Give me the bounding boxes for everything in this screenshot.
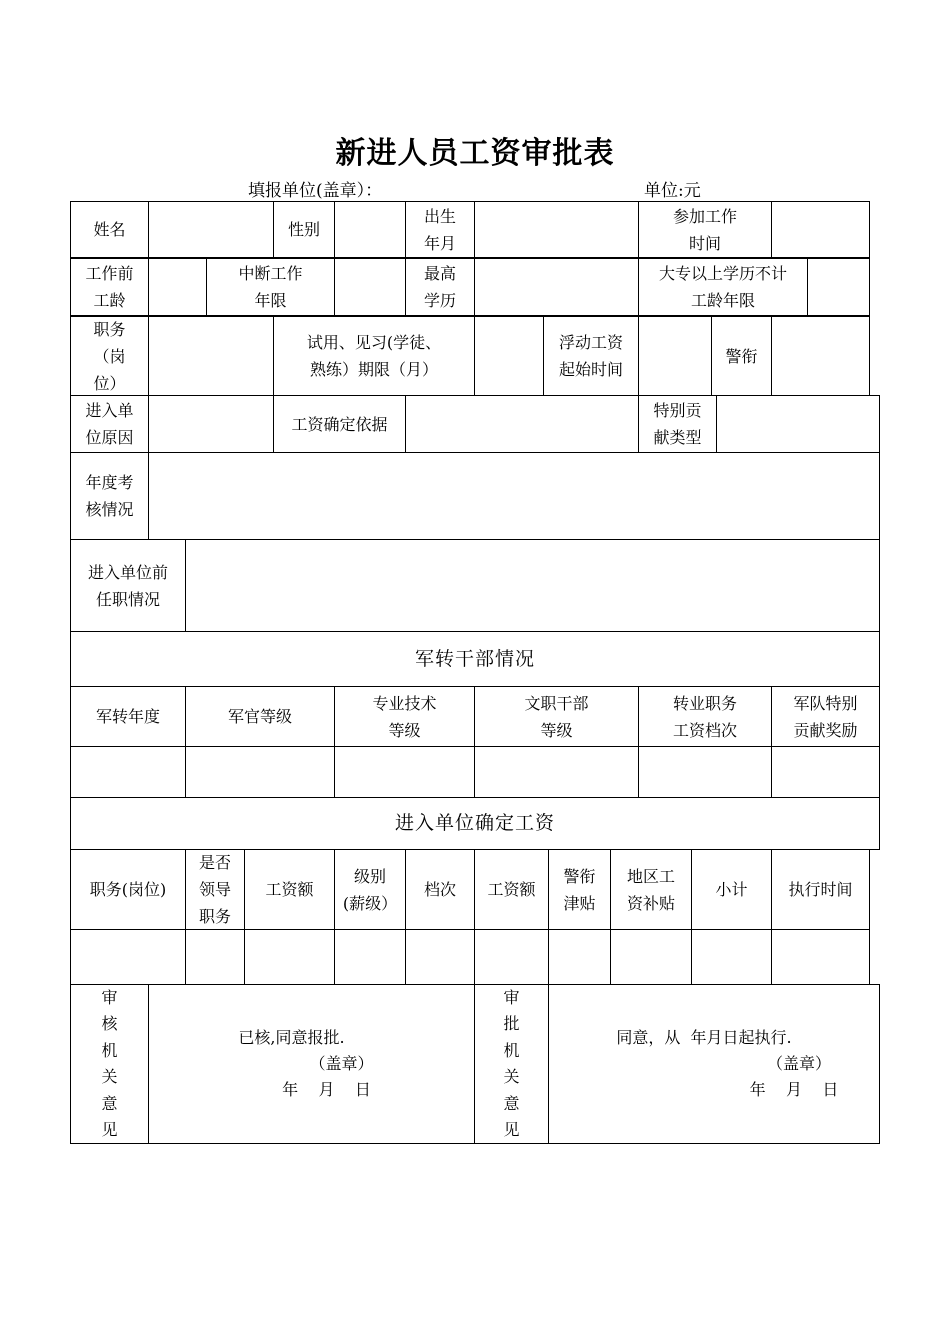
approve-opinion-text: 同意，从 年月日起执行.	[616, 1028, 792, 1047]
approve-label: 审 批 机 关 意 见	[474, 984, 549, 1144]
military-header-tech-grade: 专业技术 等级	[334, 686, 475, 747]
approve-seal: （盖章）	[766, 1054, 831, 1073]
highest-edu-label: 最高 学历	[405, 258, 475, 316]
salary-basis-field[interactable]	[405, 395, 639, 453]
interrupt-field[interactable]	[334, 258, 406, 316]
salary-header-subtotal: 小计	[691, 849, 772, 930]
birth-field[interactable]	[474, 201, 639, 258]
gender-label: 性别	[273, 201, 335, 258]
police-rank-field[interactable]	[771, 316, 870, 396]
probation-label: 试用、见习(学徒、 熟练）期限（月）	[273, 316, 475, 396]
salary-amount-1-field[interactable]	[244, 929, 335, 985]
salary-subtotal-field[interactable]	[691, 929, 772, 985]
salary-level-field[interactable]	[334, 929, 406, 985]
salary-region-allowance-field[interactable]	[610, 929, 692, 985]
military-year-field[interactable]	[70, 746, 186, 798]
salary-basis-label: 工资确定依据	[273, 395, 406, 453]
salary-leader-field[interactable]	[185, 929, 245, 985]
probation-field[interactable]	[474, 316, 544, 396]
salary-exec-time-field[interactable]	[771, 929, 870, 985]
military-award-field[interactable]	[771, 746, 880, 798]
float-start-field[interactable]	[638, 316, 712, 396]
salary-header-amount-2: 工资额	[474, 849, 549, 930]
highest-edu-field[interactable]	[474, 258, 639, 316]
salary-section-heading: 进入单位确定工资	[70, 797, 880, 850]
special-contrib-label: 特别贡 献类型	[638, 395, 717, 453]
review-opinion-box[interactable]	[148, 984, 475, 1144]
float-start-label: 浮动工资 起始时间	[543, 316, 639, 396]
military-header-civil-grade: 文职干部 等级	[474, 686, 639, 747]
salary-police-allowance-field[interactable]	[548, 929, 611, 985]
military-officer-grade-field[interactable]	[185, 746, 335, 798]
review-opinion-text: 已核,同意报批.	[238, 1028, 345, 1047]
entry-reason-field[interactable]	[148, 395, 274, 453]
join-work-label: 参加工作 时间	[638, 201, 772, 258]
salary-header-leader: 是否 领导 职务	[185, 849, 245, 930]
approve-opinion-box[interactable]	[548, 984, 880, 1144]
salary-header-exec-time: 执行时间	[771, 849, 870, 930]
college-note-label: 大专以上学历不计 工龄年限	[638, 258, 808, 316]
prior-positions-field[interactable]	[185, 539, 880, 632]
name-label: 姓名	[70, 201, 149, 258]
unit-label: 单位:元	[644, 181, 701, 201]
college-note-field[interactable]	[807, 258, 870, 316]
military-header-award: 军队特别 贡献奖励	[771, 686, 880, 747]
salary-position-field[interactable]	[70, 929, 186, 985]
form-title: 新进人员工资审批表	[335, 136, 615, 171]
salary-header-level: 级别 (薪级）	[334, 849, 406, 930]
annual-review-label: 年度考 核情况	[70, 452, 149, 540]
salary-amount-2-field[interactable]	[474, 929, 549, 985]
special-contrib-field[interactable]	[716, 395, 880, 453]
military-header-year: 军转年度	[70, 686, 186, 747]
annual-review-field[interactable]	[148, 452, 880, 540]
military-transfer-tier-field[interactable]	[638, 746, 772, 798]
police-rank-label: 警衔	[711, 316, 772, 396]
military-section-heading: 军转干部情况	[70, 631, 880, 687]
join-work-field[interactable]	[771, 201, 870, 258]
review-date: 年 月 日	[282, 1080, 371, 1099]
salary-grade-field[interactable]	[405, 929, 475, 985]
military-header-transfer-tier: 转业职务 工资档次	[638, 686, 772, 747]
prior-positions-label: 进入单位前 任职情况	[70, 539, 186, 632]
review-label: 审 核 机 关 意 见	[70, 984, 149, 1144]
salary-header-grade: 档次	[405, 849, 475, 930]
gender-field[interactable]	[334, 201, 406, 258]
entry-reason-label: 进入单 位原因	[70, 395, 149, 453]
prior-years-field[interactable]	[148, 258, 207, 316]
fill-unit-label: 填报单位(盖章）：	[248, 181, 383, 201]
military-header-officer-grade: 军官等级	[185, 686, 335, 747]
military-tech-grade-field[interactable]	[334, 746, 475, 798]
approve-date: 年 月 日	[749, 1080, 839, 1099]
position-field[interactable]	[148, 316, 274, 396]
salary-header-amount-1: 工资额	[244, 849, 335, 930]
military-civil-grade-field[interactable]	[474, 746, 639, 798]
salary-header-position: 职务(岗位)	[70, 849, 186, 930]
position-label: 职务 （岗 位）	[70, 316, 149, 396]
prior-years-label: 工作前 工龄	[70, 258, 149, 316]
name-field[interactable]	[148, 201, 274, 258]
salary-header-region-allowance: 地区工 资补贴	[610, 849, 692, 930]
review-seal: （盖章）	[309, 1054, 374, 1073]
salary-header-police-allowance: 警衔 津贴	[548, 849, 611, 930]
interrupt-label: 中断工作 年限	[206, 258, 335, 316]
birth-label: 出生 年月	[405, 201, 475, 258]
